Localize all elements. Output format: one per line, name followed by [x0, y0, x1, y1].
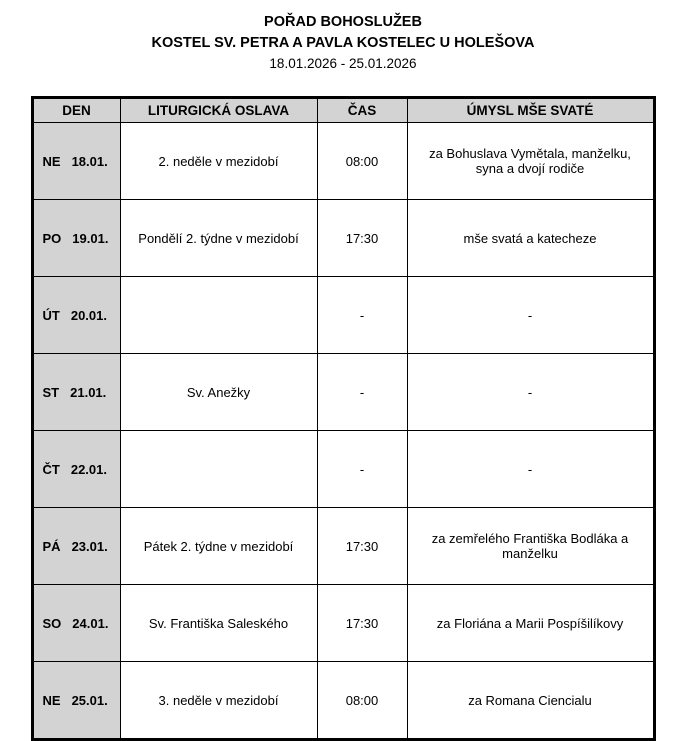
intention-cell: -	[407, 277, 654, 354]
feast-cell: 3. neděle v mezidobí	[120, 662, 317, 740]
header-row	[32, 98, 654, 123]
column-header-den: DEN	[32, 98, 120, 123]
feast-cell: Pátek 2. týdne v mezidobí	[120, 508, 317, 585]
intention-cell: mše svatá a katecheze	[407, 200, 654, 277]
time-cell: 17:30	[317, 585, 407, 662]
day-date: 23.01.	[71, 538, 108, 554]
column-header-cas: ČAS	[317, 98, 407, 123]
table-row	[32, 585, 654, 662]
table-row	[32, 354, 654, 431]
day-cell	[32, 662, 120, 740]
table-row	[32, 200, 654, 277]
day-date: 18.01.	[71, 153, 108, 169]
table-row	[32, 431, 654, 508]
table-row	[32, 508, 654, 585]
day-date: 21.01.	[70, 384, 107, 400]
day-abbrev: PÁ	[42, 538, 61, 554]
day-abbrev: PO	[42, 230, 62, 246]
column-header-oslava: LITURGICKÁ OSLAVA	[120, 98, 317, 123]
intention-cell: za Romana Ciencialu	[407, 662, 654, 740]
day-abbrev: ÚT	[42, 307, 60, 323]
intention-cell: za zemřelého Františka Bodláka a manželku	[407, 508, 654, 585]
day-cell	[32, 354, 120, 431]
feast-cell: Sv. Anežky	[120, 354, 317, 431]
intention-cell: -	[407, 431, 654, 508]
day-cell	[32, 585, 120, 662]
day-date: 19.01.	[72, 230, 109, 246]
day-cell	[32, 123, 120, 200]
day-abbrev: NE	[42, 692, 61, 708]
time-cell: -	[317, 431, 407, 508]
feast-cell: 2. neděle v mezidobí	[120, 123, 317, 200]
table-row	[32, 123, 654, 200]
intention-cell: za Bohuslava Vymětala, manželku, syna a dvojí rodiče	[407, 123, 654, 200]
day-date: 24.01.	[72, 615, 109, 631]
table-row	[32, 277, 654, 354]
day-cell	[32, 508, 120, 585]
day-cell	[32, 200, 120, 277]
time-cell: -	[317, 354, 407, 431]
schedule-table	[31, 96, 656, 741]
document-header	[0, 0, 686, 74]
day-cell	[32, 431, 120, 508]
date-range: 18.01.2026 - 25.01.2026	[269, 56, 417, 71]
day-abbrev: NE	[42, 153, 61, 169]
time-cell: 08:00	[317, 662, 407, 740]
feast-cell	[120, 277, 317, 354]
intention-cell: za Floriána a Marii Pospíšilíkovy	[407, 585, 654, 662]
column-header-umysl: ÚMYSL MŠE SVATÉ	[407, 98, 654, 123]
day-date: 20.01.	[70, 307, 107, 323]
day-cell	[32, 277, 120, 354]
time-cell: 17:30	[317, 508, 407, 585]
intention-cell: -	[407, 354, 654, 431]
table-row	[32, 662, 654, 740]
time-cell: -	[317, 277, 407, 354]
feast-cell: Sv. Františka Saleského	[120, 585, 317, 662]
day-date: 25.01.	[71, 692, 108, 708]
feast-cell: Pondělí 2. týdne v mezidobí	[120, 200, 317, 277]
feast-cell	[120, 431, 317, 508]
day-abbrev: SO	[42, 615, 62, 631]
page-title: POŘAD BOHOSLUŽEB	[264, 14, 422, 30]
page-subtitle: KOSTEL SV. PETRA A PAVLA KOSTELEC U HOLEŠOVA	[151, 35, 535, 51]
day-abbrev: ČT	[42, 461, 60, 477]
day-date: 22.01.	[70, 461, 107, 477]
day-abbrev: ST	[42, 384, 60, 400]
time-cell: 17:30	[317, 200, 407, 277]
time-cell: 08:00	[317, 123, 407, 200]
